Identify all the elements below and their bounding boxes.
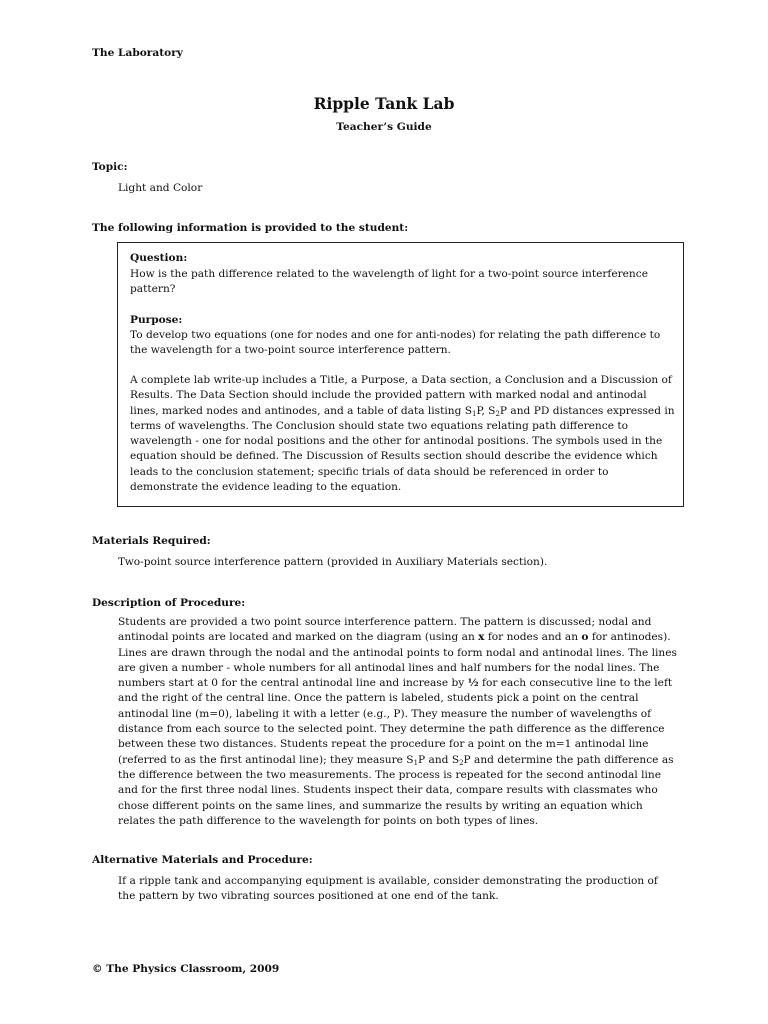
writeup-text-c: P and PD distances expressed in terms of wavelengths. The Conclusion should state two equations relating path difference to wavelength - one for nodal positions and the other for antinodal positions. The symbols used in the equation should be defined. The Discussion of Results section should describe the evidence which leads to the conclusion statement; specific trials of data should be referenced in order to demonstrate the evidence leading to the equation. (130, 404, 675, 494)
copyright-footer: © The Physics Classroom, 2009 (92, 963, 280, 975)
alternative-text: If a ripple tank and accompanying equipment is available, consider demonstrating the production of the pattern by two vibrating sources positioned at one end of the tank. (118, 875, 658, 903)
procedure-sub-2: 2 (459, 758, 464, 767)
procedure-o-symbol: o (581, 631, 589, 644)
procedure-text-1: Students are provided a two point source interference pattern. The pattern is discussed; nodal and antinodal points are located and marked on the diagram (using an (118, 616, 652, 644)
procedure-text-5: P and S (418, 753, 460, 766)
procedure-text-4: for each consecutive line to the left and the right of the central line. Once the pattern is labeled, students pick a point on the central antinodal line (m=0), labeling it with a letter (e.g., P). They measure the number of wavelengths of distance from each source to the selected point. They determine the path difference as the difference between these two distances. Students repeat the procedure for a point on the m=1 antinodal line (referred to as the first antinodal line); they measure S (118, 677, 673, 766)
question-label: Question: (130, 252, 188, 264)
procedure-text-3: for antinodes). Lines are drawn through the nodal and the antinodal points to form nodal and antinodal lines. The lines are given a number - whole numbers for all antinodal lines and half numbers for the nodal lines. The numbers start at 0 for the central antinodal line and increase by (118, 631, 677, 690)
writeup-text-b: P, S (476, 404, 496, 417)
topic-label: Topic: (92, 161, 128, 173)
writeup-sub-2: 2 (495, 409, 500, 418)
running-header: The Laboratory (92, 47, 183, 59)
procedure-x-symbol: x (478, 631, 485, 644)
procedure-half-symbol: ½ (467, 677, 479, 690)
topic-value: Light and Color (118, 182, 203, 194)
alternative-label: Alternative Materials and Procedure: (92, 854, 313, 866)
purpose-text: To develop two equations (one for nodes and one for anti-nodes) for relating the path difference to the wavelength for a two-point source interference pattern. (130, 329, 661, 357)
writeup-text-a: A complete lab write-up includes a Title, a Purpose, a Data section, a Conclusion and a Discussion of Results. The Data Section should include the provided pattern with marked nodal and antinodal lines, marked nodes and antinodes, and a table of data listing S (130, 374, 672, 417)
materials-text: Two-point source interference pattern (provided in Auxiliary Materials section). (118, 556, 548, 568)
writeup-paragraph (130, 373, 676, 495)
procedure-text-2: for nodes and an (484, 631, 582, 644)
info-intro: The following information is provided to the student: (92, 222, 409, 234)
procedure-paragraph (118, 615, 678, 829)
question-text: How is the path difference related to the wavelength of light for a two-point source interference pattern? (130, 268, 648, 296)
procedure-sub-1: 1 (413, 758, 419, 767)
materials-label: Materials Required: (92, 535, 211, 547)
procedure-text-6: P and determine the path difference as the difference between the two measurements. The process is repeated for the second antinodal line and for the first three nodal lines. Students inspect their data, compare results with classmates who chose different points on the same lines, and summarize the results by writing an equation which relates the path difference to the wavelength for points on both types of lines. (118, 753, 674, 827)
purpose-label: Purpose: (130, 314, 183, 326)
page-title: Ripple Tank Lab (313, 94, 455, 113)
procedure-label: Description of Procedure: (92, 597, 246, 609)
student-info-box (117, 242, 684, 507)
writeup-sub-1: 1 (472, 409, 477, 418)
page-subtitle: Teacher’s Guide (336, 121, 432, 133)
